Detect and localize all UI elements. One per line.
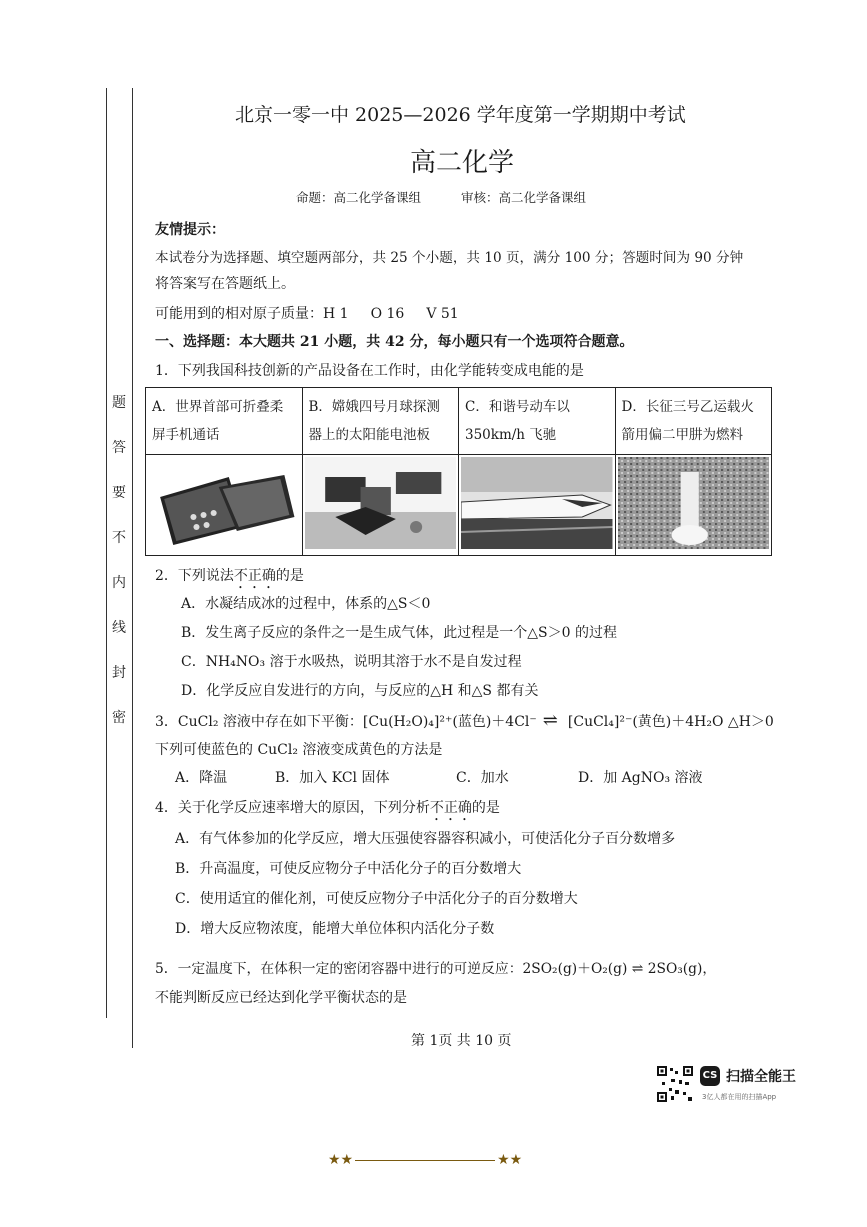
q1-option-d: D．长征三号乙运载火 箭用偏二甲肼为燃料 <box>615 388 772 455</box>
q4-option-a: A．有气体参加的化学反应，增大压强使容器容积减小，可使活化分子百分数增多 <box>175 831 676 847</box>
rocket-launch-image <box>618 457 770 549</box>
notice-line-1: 本试卷分为选择题、填空题两部分，共 25 个小题，共 10 页，满分 100 分；答题时间为 90 分钟 <box>155 250 744 266</box>
q1-option-a: A．世界首部可折叠柔 屏手机通话 <box>146 388 303 455</box>
q1-stem: 1．下列我国科技创新的产品设备在工作时，由化学能转变成电能的是 <box>155 363 584 379</box>
scanner-tagline: 3亿人都在用的扫描App <box>702 1093 777 1101</box>
seal-char: 线 <box>112 620 126 636</box>
q4-option-c: C．使用适宜的催化剂，可使反应物分子中活化分子的百分数增大 <box>175 891 578 907</box>
q3-equation-left: [Cu(H₂O)₄]²⁺(蓝色)＋4Cl⁻ <box>362 714 537 730</box>
q4-emphasis: 不正确 <box>429 800 472 816</box>
notice-line-2: 将答案写在答题纸上。 <box>155 276 295 292</box>
q5-line-2: 不能判断反应已经达到化学平衡状态的是 <box>155 990 407 1006</box>
q1-option-c: C．和谐号动车以 350km/h 飞驰 <box>459 388 616 455</box>
q3-stem: 3．CuCl₂ 溶液中存在如下平衡：[Cu(H₂O)₄]²⁺(蓝色)＋4Cl⁻ ⇌ [CuCl₄]²⁻(黄色)＋4H₂O △H＞0 <box>155 710 774 731</box>
q3-equilibrium-arrow: ⇌ <box>542 710 558 731</box>
q1-image-d <box>615 455 772 556</box>
seal-char: 不 <box>112 530 126 546</box>
exam-title: 北京一零一中 2025—2026 学年度第一学期期中考试 <box>235 104 686 126</box>
q4-option-d: D．增大反应物浓度，能增大单位体积内活化分子数 <box>175 921 495 937</box>
seal-char: 答 <box>112 440 126 456</box>
q1-option-b: B．嫦娥四号月球探测 器上的太阳能电池板 <box>302 388 459 455</box>
binding-line-right <box>132 88 133 1048</box>
q2-option-d: D．化学反应自发进行的方向，与反应的△H 和△S 都有关 <box>181 683 539 699</box>
q2-option-b: B．发生离子反应的条件之一是生成气体，此过程是一个△S＞0 的过程 <box>181 625 618 641</box>
q2-option-a: A．水凝结成冰的过程中，体系的△S＜0 <box>181 596 431 612</box>
seal-char: 题 <box>112 395 126 411</box>
q3-option-d: D．加 AgNO₃ 溶液 <box>578 770 703 786</box>
q3-option-b: B．加入 KCl 固体 <box>275 770 390 786</box>
q4-option-b: B．升高温度，可使反应物分子中活化分子的百分数增大 <box>175 861 522 877</box>
q3-option-c: C．加水 <box>456 770 509 786</box>
seal-char: 要 <box>112 485 126 501</box>
atomic-mass-h: H 1 <box>323 306 349 322</box>
q3-line-2: 下列可使蓝色的 CuCl₂ 溶液变成黄色的方法是 <box>155 742 443 758</box>
subject-title: 高二化学 <box>410 148 515 178</box>
q5-line-1: 5．一定温度下，在体积一定的密闭容器中进行的可逆反应：2SO₂(g)＋O₂(g) ⇌ 2SO₃(g)， <box>155 961 717 977</box>
q1-image-c <box>459 455 616 556</box>
reviewer-label: 审核：高二化学备课组 <box>461 190 587 205</box>
author-label: 命题：高二化学备课组 <box>296 190 422 205</box>
q2-emphasis: 不正确 <box>233 568 276 584</box>
qr-code-icon <box>657 1066 693 1102</box>
credits <box>296 188 586 206</box>
scanner-brand: 扫描全能王 <box>726 1069 796 1085</box>
section-1-heading: 一、选择题：本大题共 21 小题，共 42 分，每小题只有一个选项符合题意。 <box>155 334 634 350</box>
atomic-mass-v: V 51 <box>426 306 459 322</box>
q3-option-a: A．降温 <box>175 770 228 786</box>
atomic-mass-label: 可能用到的相对原子质量： <box>155 306 323 322</box>
stars-left: ★★ <box>328 1152 354 1168</box>
divider-line <box>355 1160 495 1161</box>
q2-stem: 2．下列说法不正确的是 <box>155 568 304 584</box>
stars-right: ★★ <box>497 1152 523 1168</box>
q1-image-b <box>302 455 459 556</box>
atomic-mass-o: O 16 <box>370 306 405 322</box>
seal-char: 密 <box>112 710 126 726</box>
binding-line-left <box>106 88 107 1018</box>
lunar-probe-image <box>305 457 457 549</box>
q1-image-a <box>146 455 303 556</box>
page-number: 第 1页 共 10 页 <box>411 1033 512 1049</box>
q2-option-c: C．NH₄NO₃ 溶于水吸热，说明其溶于水不是自发过程 <box>181 654 522 670</box>
notice-heading: 友情提示： <box>155 222 225 238</box>
seal-char: 内 <box>112 575 126 591</box>
q3-equation-right: [CuCl₄]²⁻(黄色)＋4H₂O △H＞0 <box>567 714 774 730</box>
q1-options-table <box>145 387 772 556</box>
foldable-phone-image <box>148 457 300 549</box>
q4-stem: 4．关于化学反应速率增大的原因，下列分析不正确的是 <box>155 800 500 816</box>
atomic-mass-line <box>155 303 459 323</box>
seal-char: 封 <box>112 665 126 681</box>
camscanner-logo-icon: CS <box>700 1066 720 1086</box>
bottom-decoration <box>328 1152 522 1168</box>
high-speed-train-image <box>461 457 613 549</box>
